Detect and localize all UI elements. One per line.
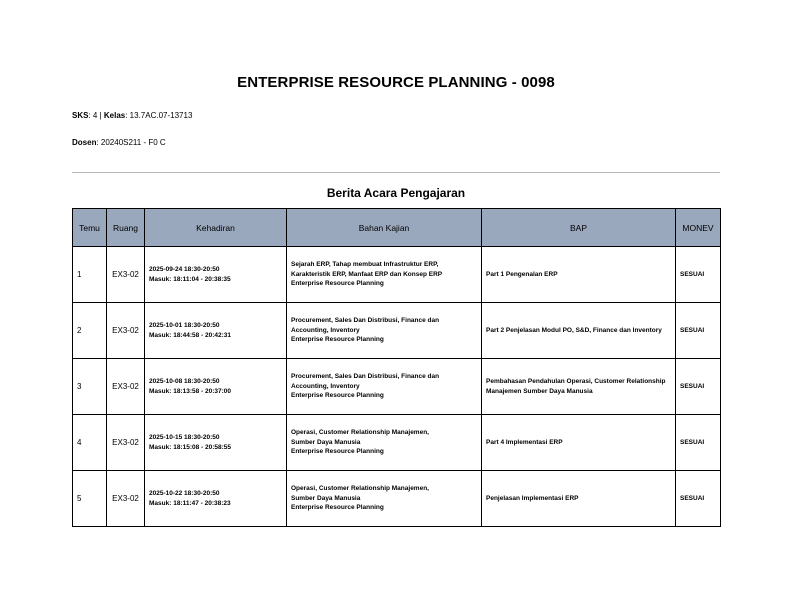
cell-temu: 2: [73, 303, 107, 359]
cell-monev: SESUAI: [676, 415, 721, 471]
cell-kehadiran: [145, 303, 287, 359]
bahan-line: Sumber Daya Manusia: [291, 494, 361, 502]
header-bahan-kajian: Bahan Kajian: [287, 209, 482, 247]
cell-ruang: EX3-02: [107, 415, 145, 471]
bahan-line: Operasi, Customer Relationship Manajemen,: [291, 485, 429, 493]
bahan-line: Enterprise Resource Planning: [291, 504, 384, 512]
cell-ruang: EX3-02: [107, 303, 145, 359]
kehadiran-masuk: Masuk: 18:11:47 - 20:38:23: [149, 499, 231, 507]
cell-temu: 4: [73, 415, 107, 471]
cell-bap: Part 4 Implementasi ERP: [482, 415, 676, 471]
dosen-value: : 20240S211 - F0 C: [96, 138, 166, 147]
cell-bahan-kajian: [287, 359, 482, 415]
header-bap: BAP: [482, 209, 676, 247]
header-temu: Temu: [73, 209, 107, 247]
bahan-line: Enterprise Resource Planning: [291, 392, 384, 400]
table-row: [73, 303, 721, 359]
bahan-line: Karakteristik ERP, Manfaat ERP dan Konsep ERP: [291, 270, 443, 278]
kehadiran-masuk: Masuk: 18:44:58 - 20:42:31: [149, 331, 232, 339]
cell-monev: SESUAI: [676, 247, 721, 303]
cell-bahan-kajian: [287, 247, 482, 303]
cell-kehadiran: [145, 359, 287, 415]
page-title: ENTERPRISE RESOURCE PLANNING - 0098: [237, 74, 555, 91]
cell-kehadiran: [145, 415, 287, 471]
bahan-line: Operasi, Customer Relationship Manajemen,: [291, 429, 429, 437]
header-kehadiran: Kehadiran: [145, 209, 287, 247]
header-monev: MONEV: [676, 209, 721, 247]
bahan-line: Enterprise Resource Planning: [291, 336, 384, 344]
bahan-line: Sumber Daya Manusia: [291, 438, 361, 446]
cell-bap: Part 2 Penjelasan Modul PO, S&D, Finance dan Inventory: [482, 303, 676, 359]
dosen-line: [72, 138, 166, 147]
section-title: Berita Acara Pengajaran: [326, 186, 466, 200]
cell-bap: Pembahasan Pendahulan Operasi, Customer Relationship Manajemen Sumber Daya Manusia: [482, 359, 676, 415]
table-header-row: [73, 209, 721, 247]
cell-kehadiran: [145, 471, 287, 527]
kehadiran-schedule: 2025-10-22 18:30-20:50: [149, 490, 220, 498]
header-ruang: Ruang: [107, 209, 145, 247]
cell-temu: 3: [73, 359, 107, 415]
sks-value: : 4 |: [88, 111, 104, 120]
divider: [72, 172, 720, 173]
cell-bap: Part 1 Pengenalan ERP: [482, 247, 676, 303]
cell-ruang: EX3-02: [107, 247, 145, 303]
kelas-value: : 13.7AC.07-13713: [125, 111, 193, 120]
bahan-line: Accounting, Inventory: [291, 326, 360, 334]
cell-ruang: EX3-02: [107, 471, 145, 527]
dosen-label: Dosen: [72, 138, 97, 147]
kehadiran-schedule: 2025-10-08 18:30-20:50: [149, 378, 220, 386]
sks-kelas-line: [72, 111, 192, 120]
kehadiran-masuk: Masuk: 18:11:04 - 20:38:35: [149, 275, 231, 283]
bahan-line: Procurement, Sales Dan Distribusi, Finance dan: [291, 373, 440, 381]
kehadiran-masuk: Masuk: 18:15:08 - 20:58:55: [149, 443, 232, 451]
cell-monev: SESUAI: [676, 303, 721, 359]
kehadiran-schedule: 2025-10-01 18:30-20:50: [149, 322, 220, 330]
cell-bahan-kajian: [287, 415, 482, 471]
kelas-label: Kelas: [103, 111, 126, 120]
bahan-line: Enterprise Resource Planning: [291, 448, 384, 456]
cell-temu: 5: [73, 471, 107, 527]
kehadiran-schedule: 2025-09-24 18:30-20:50: [149, 266, 220, 274]
cell-kehadiran: [145, 247, 287, 303]
cell-monev: SESUAI: [676, 359, 721, 415]
cell-monev: SESUAI: [676, 471, 721, 527]
cell-temu: 1: [73, 247, 107, 303]
cell-bahan-kajian: [287, 471, 482, 527]
table-row: [73, 415, 721, 471]
bahan-line: Accounting, Inventory: [291, 382, 360, 390]
cell-bahan-kajian: [287, 303, 482, 359]
kehadiran-masuk: Masuk: 18:13:58 - 20:37:00: [149, 387, 232, 395]
kehadiran-schedule: 2025-10-15 18:30-20:50: [149, 434, 220, 442]
bahan-line: Procurement, Sales Dan Distribusi, Finance dan: [291, 317, 440, 325]
cell-ruang: EX3-02: [107, 359, 145, 415]
bap-table: [72, 208, 721, 527]
sks-label: SKS: [72, 111, 89, 120]
bahan-line: Enterprise Resource Planning: [291, 280, 384, 288]
bahan-line: Sejarah ERP, Tahap membuat Infrastruktur ERP,: [291, 261, 439, 269]
table-row: [73, 471, 721, 527]
table-row: [73, 359, 721, 415]
table-row: [73, 247, 721, 303]
cell-bap: Penjelasan Implementasi ERP: [482, 471, 676, 527]
